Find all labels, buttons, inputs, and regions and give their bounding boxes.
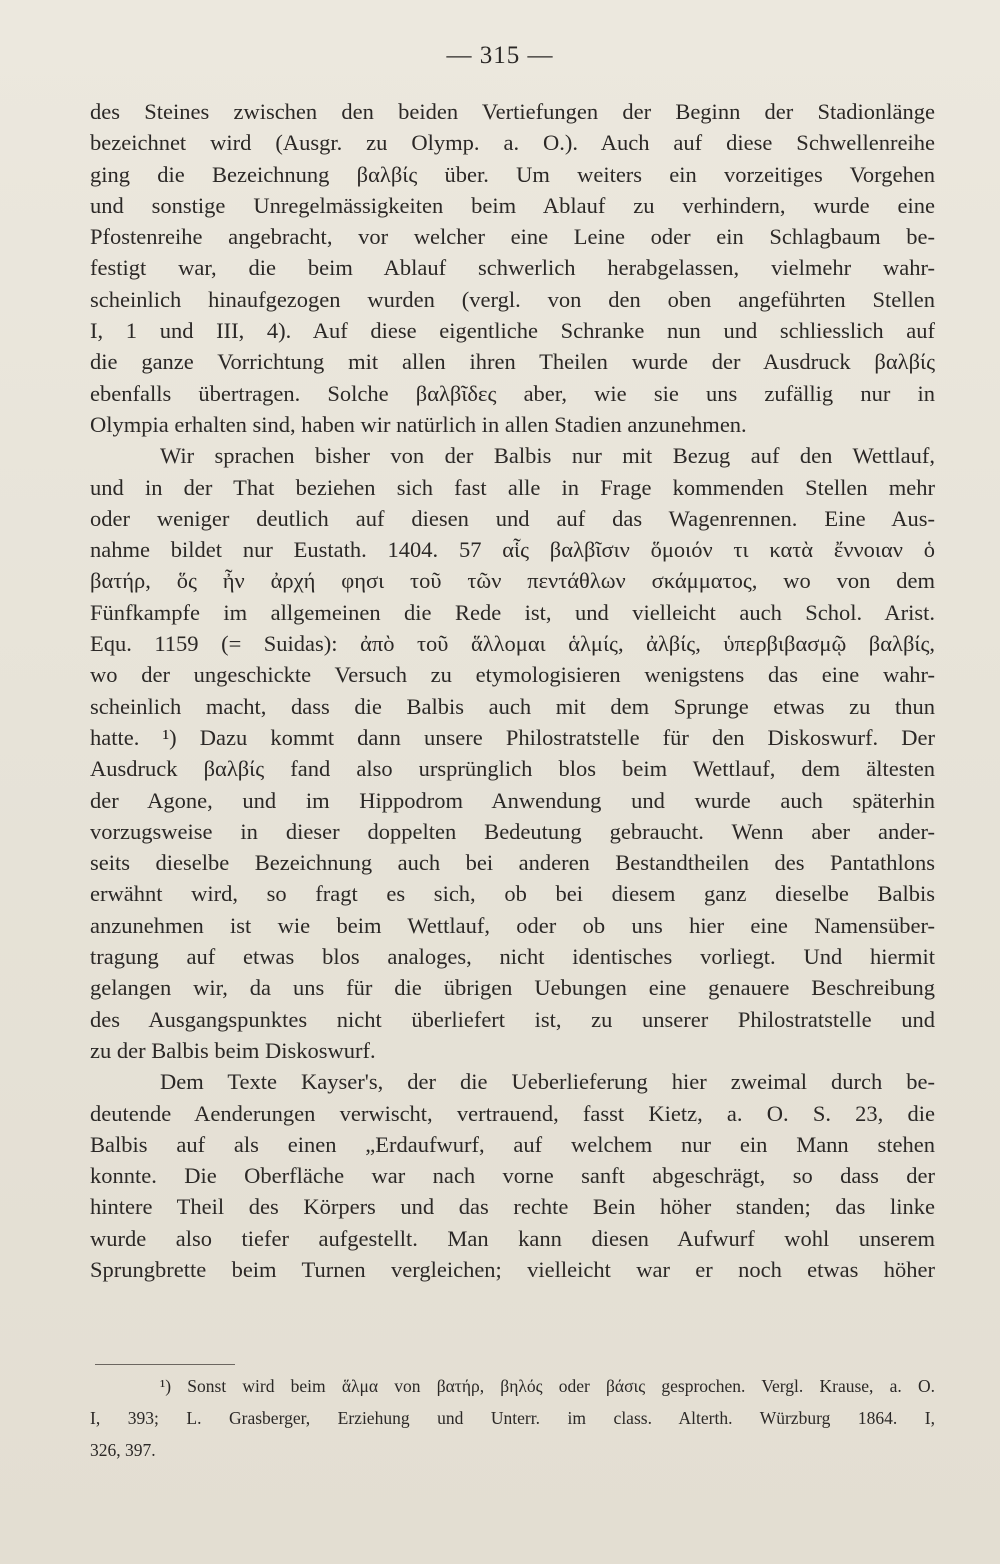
footnote-line: I, 393; L. Grasberger, Erziehung und Unterr. im class. Alterth. Würzburg 1864. I, [90,1408,935,1428]
text-line: nahme bildet nur Eustath. 1404. 57 αἷς βαλβῖσιν ὅμοιόν τι κατὰ ἔννοιαν ὁ [90,537,935,563]
text-line: konnte. Die Oberfläche war nach vorne sanft abgeschrägt, so dass der [90,1163,935,1189]
footnote-line: 326, 397. [90,1440,156,1460]
text-line: und sonstige Unregelmässigkeiten beim Ablauf zu verhindern, wurde eine [90,192,935,218]
text-line: Balbis auf als einen „Erdaufwurf, auf welchem nur ein Mann stehen [90,1131,935,1157]
text-line: Ausdruck βαλβίς fand also ursprünglich blos beim Wettlauf, dem ältesten [90,756,935,782]
text-line: und in der That beziehen sich fast alle in Frage kommenden Stellen mehr [90,474,935,500]
page-number: — 315 — [446,42,554,69]
paragraph-start-line: Dem Texte Kayser's, der die Ueberlieferung hier zweimal durch be- [160,1069,935,1095]
footnote-line: ¹) Sonst wird beim ἅλμα von βατήρ, βηλός oder βάσις gesprochen. Vergl. Krause, a. O. [160,1376,935,1396]
text-line: hatte. ¹) Dazu kommt dann unsere Philostratstelle für den Diskoswurf. Der [90,724,935,750]
paragraph-start-line: Wir sprachen bisher von der Balbis nur mit Bezug auf den Wettlauf, [160,443,935,469]
text-line: oder weniger deutlich auf diesen und auf das Wagenrennen. Eine Aus- [90,505,935,531]
text-line: scheinlich macht, dass die Balbis auch mit dem Sprunge etwas zu thun [90,693,935,719]
text-line: I, 1 und III, 4). Auf diese eigentliche Schranke nun und schliesslich auf [90,318,935,344]
text-line: des Steines zwischen den beiden Vertiefungen der Beginn der Stadionlänge [90,99,935,124]
text-line: tragung auf etwas blos analoges, nicht identisches vorliegt. Und hiermit [90,944,935,970]
body-text [90,96,935,1285]
text-line: deutende Aenderungen verwischt, vertrauend, fasst Kietz, a. O. S. 23, die [90,1100,935,1126]
text-line: bezeichnet wird (Ausgr. zu Olymp. a. O.). Auch auf diese Schwellenreihe [90,130,935,156]
text-line: wurde also tiefer aufgestellt. Man kann diesen Aufwurf wohl unserem [90,1225,935,1251]
text-line: festigt war, die beim Ablauf schwerlich herabgelassen, vielmehr wahr- [90,255,935,281]
text-line: Equ. 1159 (= Suidas): ἀπὸ τοῦ ἅλλομαι ἁλμίς, ἀλβίς, ὑπερβιβασμῷ βαλβίς, [90,631,935,657]
text-line: ebenfalls übertragen. Solche βαλβῖδες aber, wie sie uns zufällig nur in [90,380,935,406]
text-line: anzunehmen ist wie beim Wettlauf, oder ob uns hier eine Namensüber- [90,912,935,938]
text-line: Sprungbrette beim Turnen vergleichen; vielleicht war er noch etwas höher [90,1256,935,1282]
text-line: zu der Balbis beim Diskoswurf. [90,1037,376,1063]
text-line: seits dieselbe Bezeichnung auch bei anderen Bestandtheilen des Pantathlons [90,850,935,876]
text-line: ging die Bezeichnung βαλβίς über. Um weiters ein vorzeitiges Vorgehen [90,161,935,187]
text-line: der Agone, und im Hippodrom Anwendung und wurde auch späterhin [90,787,935,813]
footnote-divider [95,1364,235,1365]
text-line: scheinlich hinaufgezogen wurden (vergl. von den oben angeführten Stellen [90,286,935,312]
text-line: Olympia erhalten sind, haben wir natürlich in allen Stadien anzunehmen. [90,411,747,437]
text-line: erwähnt wird, so fragt es sich, ob bei diesem ganz dieselbe Balbis [90,881,935,907]
text-line: wo der ungeschickte Versuch zu etymologisieren wenigstens das eine wahr- [90,662,935,688]
text-line: gelangen wir, da uns für die übrigen Uebungen eine genauere Beschreibung [90,975,935,1001]
text-line: βατήρ, ὅς ἦν ἀρχή φησι τοῦ τῶν πεντάθλων σκάμματος, wo von dem [90,568,935,594]
text-line: des Ausgangspunktes nicht überliefert ist, zu unserer Philostratstelle und [90,1006,935,1032]
text-line: Fünfkampfe im allgemeinen die Rede ist, und vielleicht auch Schol. Arist. [90,599,935,625]
text-line: vorzugsweise in dieser doppelten Bedeutung gebraucht. Wenn aber ander- [90,818,935,844]
text-line: hintere Theil des Körpers und das rechte Bein höher standen; das linke [90,1194,935,1220]
text-line: Pfostenreihe angebracht, vor welcher eine Leine oder ein Schlagbaum be- [90,224,935,250]
footnotes [90,1370,935,1466]
text-line: die ganze Vorrichtung mit allen ihren Theilen wurde der Ausdruck βαλβίς [90,349,935,375]
